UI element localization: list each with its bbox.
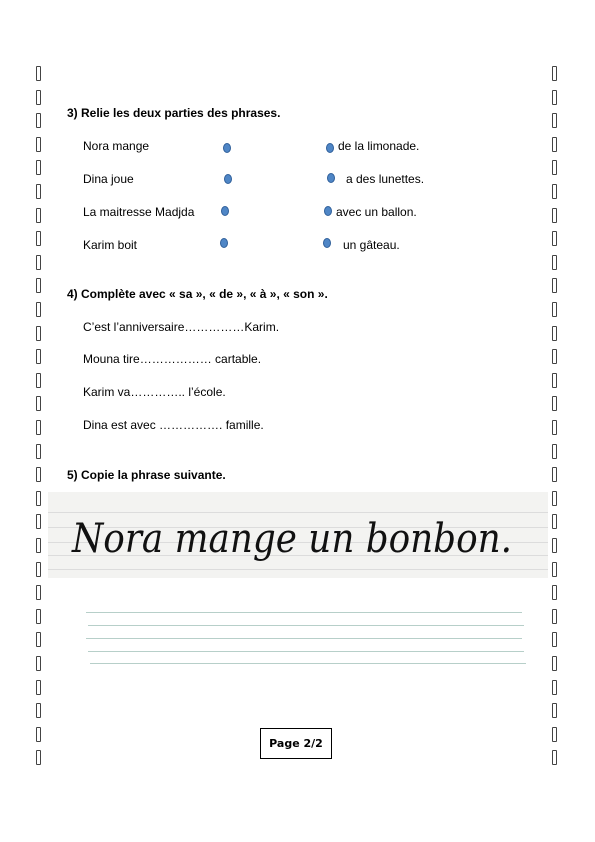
left-part-1: Nora mange [83,139,150,153]
right-part-3: avec un ballon. [336,205,417,219]
border-mark [36,278,41,293]
border-mark [552,538,557,553]
border-mark [552,373,557,388]
right-dot-1[interactable] [326,143,334,153]
border-mark [36,113,41,128]
section-4-heading: 4) Complète avec « sa », « de », « à », « son ». [67,287,328,301]
right-dot-3[interactable] [324,206,332,216]
left-dot-2[interactable] [224,174,232,184]
border-mark [36,680,41,695]
model-sentence-text: Nora mange un bonbon. [71,516,513,562]
writing-lines[interactable] [86,612,526,672]
border-mark [552,160,557,175]
border-mark [36,90,41,105]
border-mark [552,514,557,529]
border-mark [36,562,41,577]
border-mark [36,444,41,459]
border-mark [36,609,41,624]
handwritten-model-image [48,492,548,578]
border-mark [552,302,557,317]
border-mark [36,750,41,765]
border-mark [552,231,557,246]
left-part-4: Karim boit [83,238,138,252]
border-mark [36,467,41,482]
page-number: Page 2/2 [269,737,323,750]
border-mark [36,302,41,317]
right-part-1: de la limonade. [338,139,420,153]
border-mark [552,255,557,270]
fill-sentence-3: Karim va………….. l’école. [83,385,226,399]
border-mark [36,656,41,671]
border-mark [552,349,557,364]
border-mark [36,66,41,81]
border-mark [36,420,41,435]
border-mark [36,585,41,600]
border-mark [36,491,41,506]
right-dot-4[interactable] [323,238,331,248]
border-mark [552,562,557,577]
border-mark [36,231,41,246]
border-mark [552,467,557,482]
border-mark [552,66,557,81]
fill-sentence-2: Mouna tire……………… cartable. [83,352,262,366]
border-mark [552,396,557,411]
border-mark [36,137,41,152]
border-mark [36,349,41,364]
border-mark [36,632,41,647]
border-mark [36,373,41,388]
border-mark [552,491,557,506]
border-mark [36,396,41,411]
section-3-heading: 3) Relie les deux parties des phrases. [67,106,281,120]
border-mark [552,727,557,742]
border-mark [552,90,557,105]
border-mark [552,326,557,341]
cursive-handwriting [48,492,548,578]
right-dot-2[interactable] [327,173,335,183]
section-5-heading: 5) Copie la phrase suivante. [67,468,226,482]
border-mark [552,420,557,435]
border-mark [552,208,557,223]
right-part-4: un gâteau. [343,238,400,252]
border-mark [552,656,557,671]
border-mark [552,750,557,765]
fill-sentence-4: Dina est avec ……………. famille. [83,418,264,432]
border-mark [36,727,41,742]
border-mark [552,703,557,718]
border-mark [36,255,41,270]
border-mark [36,326,41,341]
page-border-right [552,66,560,774]
right-part-2: a des lunettes. [346,172,425,186]
left-dot-1[interactable] [223,143,231,153]
border-mark [36,514,41,529]
border-mark [552,585,557,600]
page-border-left [36,66,44,774]
border-mark [552,632,557,647]
border-mark [552,184,557,199]
border-mark [552,680,557,695]
left-dot-3[interactable] [221,206,229,216]
page-number-box [260,728,332,759]
border-mark [36,703,41,718]
border-mark [36,160,41,175]
fill-sentence-1: C’est l’anniversaire……………Karim. [83,320,280,334]
left-part-2: Dina joue [83,172,134,186]
border-mark [36,538,41,553]
border-mark [552,609,557,624]
border-mark [36,184,41,199]
border-mark [552,113,557,128]
border-mark [552,137,557,152]
border-mark [36,208,41,223]
left-part-3: La maitresse Madjda [83,205,195,219]
border-mark [552,278,557,293]
border-mark [552,444,557,459]
left-dot-4[interactable] [220,238,228,248]
